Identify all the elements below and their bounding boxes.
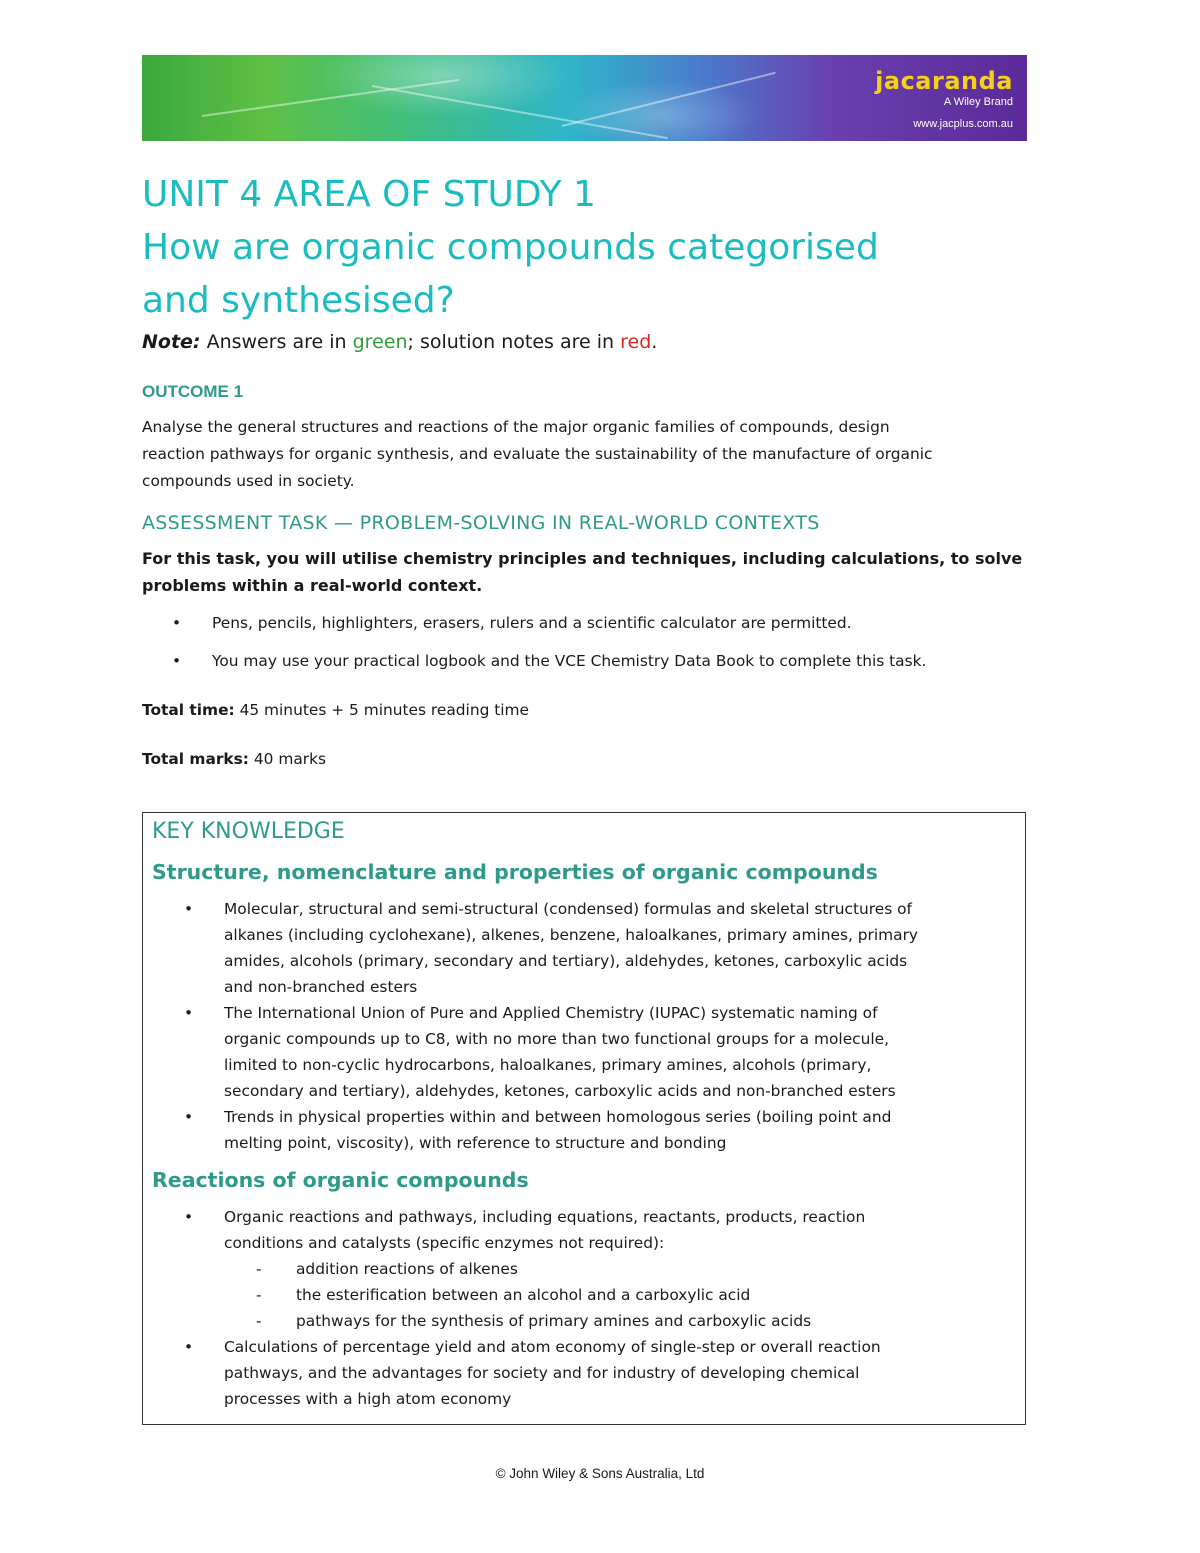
bullet-icon: •: [172, 652, 182, 670]
copyright-footer: © John Wiley & Sons Australia, Ltd: [495, 1466, 705, 1481]
banner-light-streak: [372, 85, 668, 139]
brand-subtitle: A Wiley Brand: [943, 96, 1013, 108]
list-item-line: alkanes (including cyclohexane), alkenes, benzene, haloalkanes, primary amines, primary: [224, 926, 919, 944]
banner-light-streak: [562, 72, 776, 127]
list-item: [184, 896, 918, 1000]
total-marks-value: 40 marks: [248, 750, 327, 768]
total-time-value: 45 minutes + 5 minutes reading time: [234, 701, 530, 719]
bullet-icon: •: [184, 1208, 194, 1226]
list-item-line: Organic reactions and pathways, including equations, reactants, products, reaction: [224, 1208, 866, 1226]
list-item: [184, 1334, 881, 1412]
bullet-icon: •: [172, 614, 182, 632]
note-text: Answers are in: [200, 331, 353, 353]
note-text: ; solution notes are in: [407, 331, 621, 353]
list-item-line: secondary and tertiary), aldehydes, ketones, carboxylic acids and non-branched esters: [224, 1082, 896, 1100]
sub-list-item-text: pathways for the synthesis of primary amines and carboxylic acids: [296, 1312, 812, 1330]
bullet-icon: •: [184, 1108, 194, 1126]
outcome-text: [142, 414, 1042, 495]
brand-logo: [875, 67, 1013, 131]
title-line: and synthesised?: [142, 280, 455, 321]
outcome-line: compounds used in society.: [142, 472, 355, 490]
sub-list-item: [184, 1256, 881, 1282]
outcome-line: reaction pathways for organic synthesis, and evaluate the sustainability of the manufacture of organic: [142, 445, 933, 463]
list-item-line: organic compounds up to C8, with no more than two functional groups for a molecule,: [224, 1030, 890, 1048]
header-banner: [142, 55, 1027, 141]
sub-list-item: [184, 1308, 881, 1334]
total-time-label: Total time:: [142, 701, 235, 719]
section-heading: Structure, nomenclature and properties of organic compounds: [152, 860, 878, 884]
list-item-line: Trends in physical properties within and between homologous series (boiling point and: [224, 1108, 892, 1126]
note-text: .: [651, 331, 658, 353]
page-title: [142, 168, 1042, 327]
answer-note: [142, 331, 657, 353]
brand-name: jacaranda: [875, 67, 1013, 95]
dash-icon: -: [256, 1260, 262, 1278]
note-red-word: red: [620, 331, 652, 353]
brand-url: www.jacplus.com.au: [913, 118, 1013, 130]
bullet-icon: •: [184, 900, 194, 918]
note-green-word: green: [352, 331, 408, 353]
list-item-line: Calculations of percentage yield and atom economy of single-step or overall reaction: [224, 1338, 881, 1356]
task-intro-line: problems within a real-world context.: [142, 576, 483, 595]
total-marks: [142, 750, 326, 768]
section1-list: [184, 896, 918, 1156]
list-item: [184, 1000, 918, 1104]
task-intro-line: For this task, you will utilise chemistry principles and techniques, including calculations, to solve: [142, 549, 1023, 568]
bullet-icon: •: [184, 1004, 194, 1022]
list-item-line: and non-branched esters: [224, 978, 418, 996]
total-marks-label: Total marks:: [142, 750, 249, 768]
sub-list-item-text: addition reactions of alkenes: [296, 1260, 518, 1278]
list-item-line: The International Union of Pure and Applied Chemistry (IUPAC) systematic naming of: [224, 1004, 878, 1022]
list-item-line: Molecular, structural and semi-structural (condensed) formulas and skeletal structures of: [224, 900, 912, 918]
task-bullet-text: Pens, pencils, highlighters, erasers, rulers and a scientific calculator are permitted.: [212, 614, 852, 632]
sub-list-item: [184, 1282, 881, 1308]
outcome-heading: OUTCOME 1: [142, 382, 244, 401]
list-item-line: processes with a high atom economy: [224, 1390, 512, 1408]
total-time: [142, 701, 529, 719]
dash-icon: -: [256, 1312, 262, 1330]
list-item: [184, 1204, 881, 1256]
list-item-line: melting point, viscosity), with reference to structure and bonding: [224, 1134, 727, 1152]
list-item-line: conditions and catalysts (specific enzymes not required):: [224, 1234, 665, 1252]
dash-icon: -: [256, 1286, 262, 1304]
key-knowledge-heading: KEY KNOWLEDGE: [152, 819, 345, 844]
title-line: UNIT 4 AREA OF STUDY 1: [142, 174, 596, 215]
assessment-heading: ASSESSMENT TASK — PROBLEM-SOLVING IN REAL-WORLD CONTEXTS: [142, 512, 820, 534]
section2-list: [184, 1204, 881, 1412]
banner-light-streak: [202, 79, 460, 117]
bullet-icon: •: [184, 1338, 194, 1356]
list-item-line: pathways, and the advantages for society and for industry of developing chemical: [224, 1364, 860, 1382]
note-label: Note:: [142, 331, 201, 353]
outcome-line: Analyse the general structures and reactions of the major organic families of compounds, design: [142, 418, 890, 436]
list-item: [184, 1104, 918, 1156]
list-item-line: limited to non-cyclic hydrocarbons, haloalkanes, primary amines, alcohols (primary,: [224, 1056, 872, 1074]
list-item-line: amides, alcohols (primary, secondary and tertiary), aldehydes, ketones, carboxylic acids: [224, 952, 908, 970]
task-intro: [142, 545, 1032, 599]
sub-list-item-text: the esterification between an alcohol and a carboxylic acid: [296, 1286, 751, 1304]
task-bullet-text: You may use your practical logbook and the VCE Chemistry Data Book to complete this task.: [212, 652, 927, 670]
title-line: How are organic compounds categorised: [142, 227, 879, 268]
section-heading: Reactions of organic compounds: [152, 1168, 529, 1192]
